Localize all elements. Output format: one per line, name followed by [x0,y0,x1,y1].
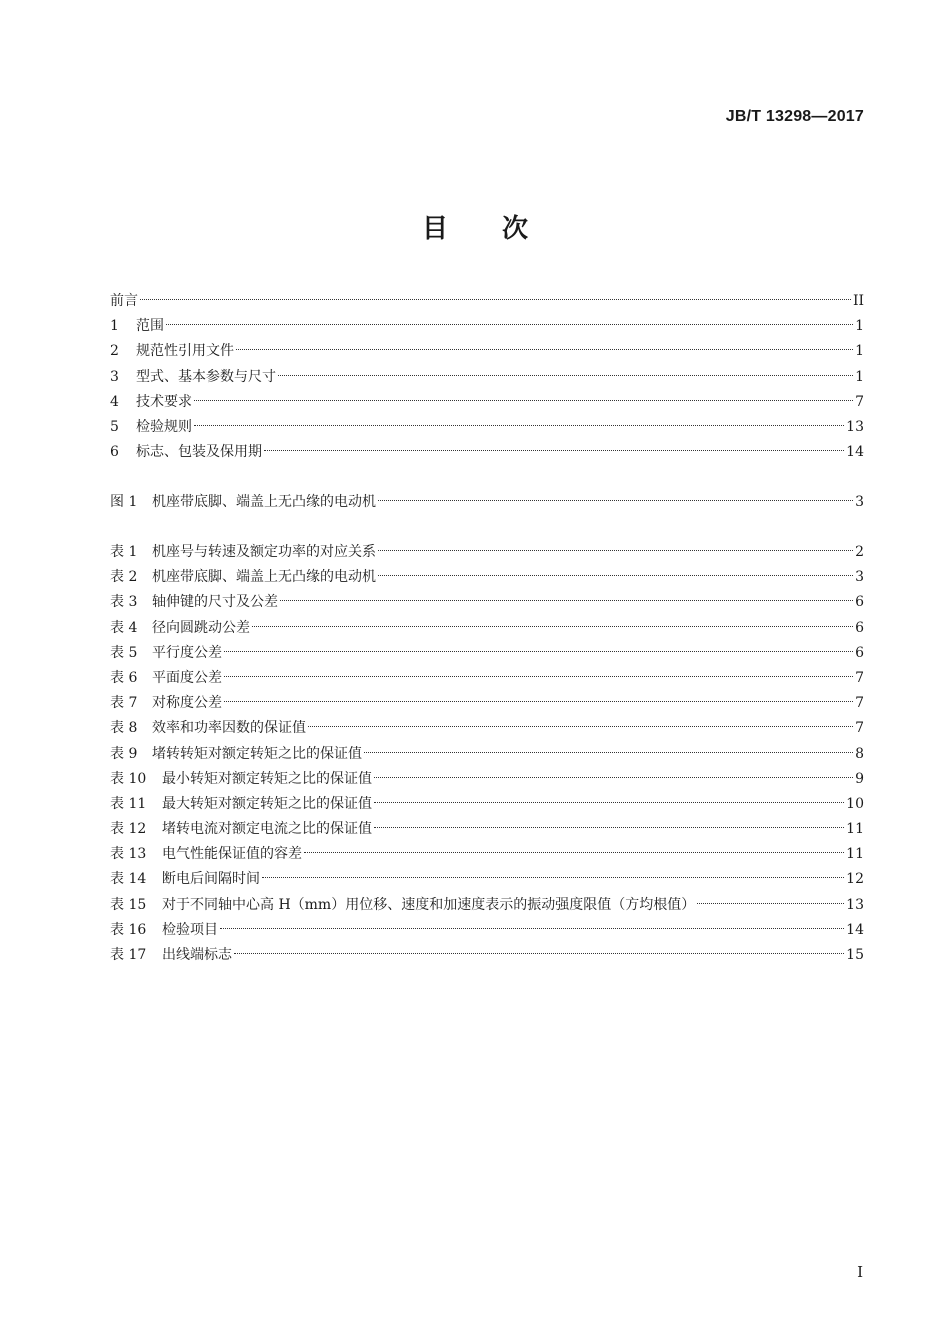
dot-leader [264,450,844,451]
toc-table-entry[interactable] [110,817,864,842]
toc-section-entry[interactable] [110,415,864,440]
dot-leader [234,953,844,954]
toc-table-entry-number: 表 8 [110,720,138,737]
toc-table-entry-title: 检验项目 [162,921,218,938]
toc-table-entry[interactable] [110,893,864,918]
toc-table-entry-number: 表 2 [110,569,138,586]
dot-leader [278,375,853,376]
toc-section-entry-page: 7 [855,393,864,410]
toc-table-entry-page: 12 [846,871,864,888]
toc-table-entry-page: 8 [855,745,864,762]
toc-table-entry-number: 表 16 [110,921,147,938]
toc-table-entry-title: 对称度公差 [152,695,222,712]
toc-table-entry-page: 2 [855,544,864,560]
dot-leader [378,550,853,551]
toc-table-entry-number: 表 12 [110,821,147,838]
toc-figure-entry-page: 3 [855,494,864,510]
toc-section-entry-title: 技术要求 [136,393,192,410]
dot-leader [304,852,844,853]
toc-table-entry[interactable] [110,716,864,741]
toc-table-entry-title: 堵转电流对额定电流之比的保证值 [162,821,372,838]
dot-leader [308,726,853,727]
toc-section-entry[interactable] [110,314,864,339]
toc-table-entry[interactable] [110,565,864,590]
toc-table-entry-title: 效率和功率因数的保证值 [152,720,306,737]
toc-section-entry[interactable] [110,365,864,390]
toc-table-entry[interactable] [110,641,864,666]
toc-section-entry-number: 5 [110,418,119,435]
toc-table-entry[interactable] [110,792,864,817]
dot-leader [220,928,844,929]
dot-leader [224,701,853,702]
toc-table-entry[interactable] [110,842,864,867]
toc-section-entry-number: 4 [110,393,119,410]
toc-table-entry[interactable] [110,918,864,943]
toc-table-entry-title: 平面度公差 [152,669,222,686]
toc-section-entry-title: 前言 [110,293,138,309]
toc-section-entry-page: 13 [846,418,864,435]
toc-section-entry-title: 型式、基本参数与尺寸 [136,368,276,385]
toc-section-entry-page: 1 [855,318,864,335]
toc-table-entry-page: 6 [855,619,864,636]
toc-table-entry-page: 7 [855,720,864,737]
toc-table-entry[interactable] [110,742,864,767]
toc-section-entry-title: 范围 [136,318,164,335]
toc-table-entry-number: 表 15 [110,896,147,913]
page-number: I [857,1263,863,1281]
toc-table-entry-number: 表 6 [110,669,138,686]
toc-section-entry-page: 1 [855,368,864,385]
dot-leader [378,500,853,501]
toc-table-entry-number: 表 7 [110,695,138,712]
toc-table-entry-title: 轴伸键的尺寸及公差 [152,594,278,611]
toc-table-entry-number: 表 10 [110,770,147,787]
toc-table-entry[interactable] [110,867,864,892]
toc-section-entry-title: 检验规则 [136,418,192,435]
dot-leader [252,626,853,627]
toc-table-entry-page: 11 [846,821,864,838]
toc-table-entry-page: 11 [846,846,864,863]
toc-section-entry-page: 14 [846,444,864,461]
standard-code: JB/T 13298—2017 [725,108,864,125]
toc-table-entry-number: 表 17 [110,947,147,963]
toc-section-entry[interactable] [110,390,864,415]
toc-section-entry[interactable] [110,289,864,314]
toc-tables-list [110,540,864,968]
toc-table-entry-title: 最小转矩对额定转矩之比的保证值 [162,770,372,787]
toc-section-entry-number: 3 [110,368,119,385]
toc-figure-entry-title: 机座带底脚、端盖上无凸缘的电动机 [152,494,376,510]
toc-table-entry-title: 堵转转矩对额定转矩之比的保证值 [152,745,362,762]
toc-table-entry-page: 6 [855,644,864,661]
toc-table-entry-number: 表 9 [110,745,138,762]
toc-table-entry-page: 6 [855,594,864,611]
toc-table-entry-page: 14 [846,921,864,938]
toc-table-entry-title: 出线端标志 [162,947,232,963]
toc-table-entry-title: 对于不同轴中心高 H（mm）用位移、速度和加速度表示的振动强度限值（方均根值） [162,896,696,913]
toc-table-entry[interactable] [110,666,864,691]
toc-section-entry[interactable] [110,440,864,465]
toc-table-entry[interactable] [110,943,864,968]
toc-section-entry-number: 1 [110,318,119,335]
toc-table-entry-page: 9 [855,770,864,787]
toc-table-entry-title: 最大转矩对额定转矩之比的保证值 [162,795,372,812]
toc-section-entry[interactable] [110,339,864,364]
toc-table-entry-title: 电气性能保证值的容差 [162,846,302,863]
toc-table-entry[interactable] [110,590,864,615]
toc-table-entry-number: 表 14 [110,871,147,888]
dot-leader [378,575,853,576]
dot-leader [374,802,844,803]
dot-leader [224,651,853,652]
toc-table-entry-page: 7 [855,669,864,686]
toc-table-entry-page: 15 [846,947,864,963]
toc-sections-list [110,289,864,465]
toc-section-entry-page: II [852,293,864,309]
toc-table-entry-number: 表 1 [110,544,138,560]
toc-section-entry-number: 6 [110,444,119,461]
toc-table-entry-number: 表 11 [110,795,147,812]
toc-section-entry-page: 1 [855,343,864,360]
dot-leader [194,400,853,401]
dot-leader [374,827,844,828]
toc-table-entry[interactable] [110,616,864,641]
toc-table-entry-page: 3 [855,569,864,586]
dot-leader [224,676,853,677]
toc-table-entry-page: 10 [846,795,864,812]
dot-leader [374,777,853,778]
toc-table-entry[interactable] [110,691,864,716]
toc-table-entry-page: 7 [855,695,864,712]
page-title: 目次 [421,214,582,244]
toc-figures-list [110,490,864,515]
toc-section-entry-title: 规范性引用文件 [136,343,234,360]
toc-table-entry-page: 13 [846,896,864,913]
toc-section-entry-number: 2 [110,343,119,360]
dot-leader [262,877,844,878]
toc-table-entry[interactable] [110,540,864,565]
dot-leader [236,349,853,350]
toc-figure-entry[interactable] [110,490,864,515]
toc-table-entry-number: 表 5 [110,644,138,661]
toc-table-entry-number: 表 13 [110,846,147,863]
dot-leader [140,299,851,300]
toc-table-entry-title: 机座号与转速及额定功率的对应关系 [152,544,376,560]
toc-table-entry-title: 断电后间隔时间 [162,871,260,888]
dot-leader [166,324,853,325]
toc-table-entry-title: 径向圆跳动公差 [152,619,250,636]
toc-figure-entry-number: 图 1 [110,494,138,510]
toc-table-entry-number: 表 3 [110,594,138,611]
toc-table-entry[interactable] [110,767,864,792]
dot-leader [194,425,844,426]
dot-leader [280,600,853,601]
toc-section-entry-title: 标志、包装及保用期 [136,444,262,461]
dot-leader [697,903,844,904]
toc-table-entry-number: 表 4 [110,619,138,636]
toc-table-entry-title: 机座带底脚、端盖上无凸缘的电动机 [152,569,376,586]
toc-table-entry-title: 平行度公差 [152,644,222,661]
dot-leader [364,752,853,753]
